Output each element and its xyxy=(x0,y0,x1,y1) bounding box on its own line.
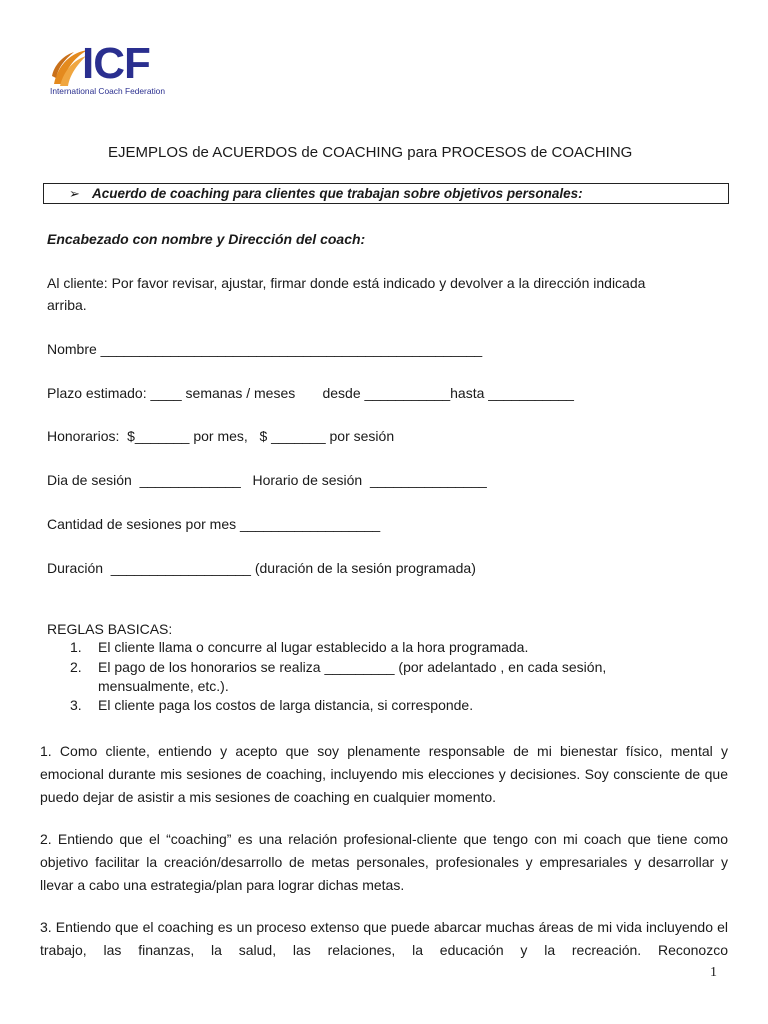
field-dia-horario: Dia de sesión _____________ Horario de sesión _______________ xyxy=(47,472,487,488)
rule-number: 3. xyxy=(70,697,82,713)
paragraph-2: 2. Entiendo que el “coaching” es una relación profesional-cliente que tengo con mi coach que tiene como objetivo facilitar la creación/desarrollo de metas personales, profesionales y empresariales y desarrollar y llevar a cabo una estrategia/plan para lograr dichas metas. xyxy=(40,831,728,893)
icf-logo xyxy=(50,39,174,100)
document-title: EJEMPLOS de ACUERDOS de COACHING para PROCESOS de COACHING xyxy=(108,144,633,161)
rules-heading: REGLAS BASICAS: xyxy=(47,621,173,637)
rule-item-3: El cliente paga los costos de larga distancia, si corresponde. xyxy=(98,697,474,713)
field-duracion: Duración __________________ (duración de la sesión programada) xyxy=(47,560,476,576)
client-note-line-2: arriba. xyxy=(47,297,87,313)
rule-item-2: El pago de los honorarios se realiza _________ (por adelantado , en cada sesión, xyxy=(98,659,607,675)
logo-subtitle: International Coach Federation xyxy=(50,86,165,96)
arrow-bullet-icon: ➢ xyxy=(69,186,80,201)
boxed-heading xyxy=(43,183,729,204)
rule-number: 2. xyxy=(70,659,82,675)
paragraph-1: 1. Como cliente, entiendo y acepto que soy plenamente responsable de mi bienestar físico, mental y emocional durante mis sesiones de coaching, incluyendo mis elecciones y decisiones. Soy consciente de que puedo dejar de asistir a mis sesiones de coaching en cualquier momento. xyxy=(40,743,728,805)
rule-number: 1. xyxy=(70,639,82,655)
field-plazo: Plazo estimado: ____ semanas / meses desde ___________hasta ___________ xyxy=(47,385,574,401)
field-nombre: Nombre _________________________________________________ xyxy=(47,341,483,357)
boxed-heading-text: Acuerdo de coaching para clientes que trabajan sobre objetivos personales: xyxy=(92,186,583,201)
rule-item-1: El cliente llama o concurre al lugar establecido a la hora programada. xyxy=(98,639,529,655)
client-note-line-1: Al cliente: Por favor revisar, ajustar, firmar donde está indicado y devolver a la dirección indicada xyxy=(47,275,646,291)
rule-item-2-cont: mensualmente, etc.). xyxy=(98,678,229,694)
field-honorarios: Honorarios: $_______ por mes, $ _______ por sesión xyxy=(47,428,395,444)
page-number: 1 xyxy=(710,965,717,980)
header-instruction: Encabezado con nombre y Dirección del coach: xyxy=(47,231,366,247)
logo-wordmark: ICF xyxy=(82,39,150,88)
paragraph-3: 3. Entiendo que el coaching es un proceso extenso que puede abarcar muchas áreas de mi vida incluyendo el trabajo, las finanzas, la salud, las relaciones, la educación y la recreación. Reconozco xyxy=(40,919,728,958)
field-cantidad: Cantidad de sesiones por mes __________________ xyxy=(47,516,381,532)
